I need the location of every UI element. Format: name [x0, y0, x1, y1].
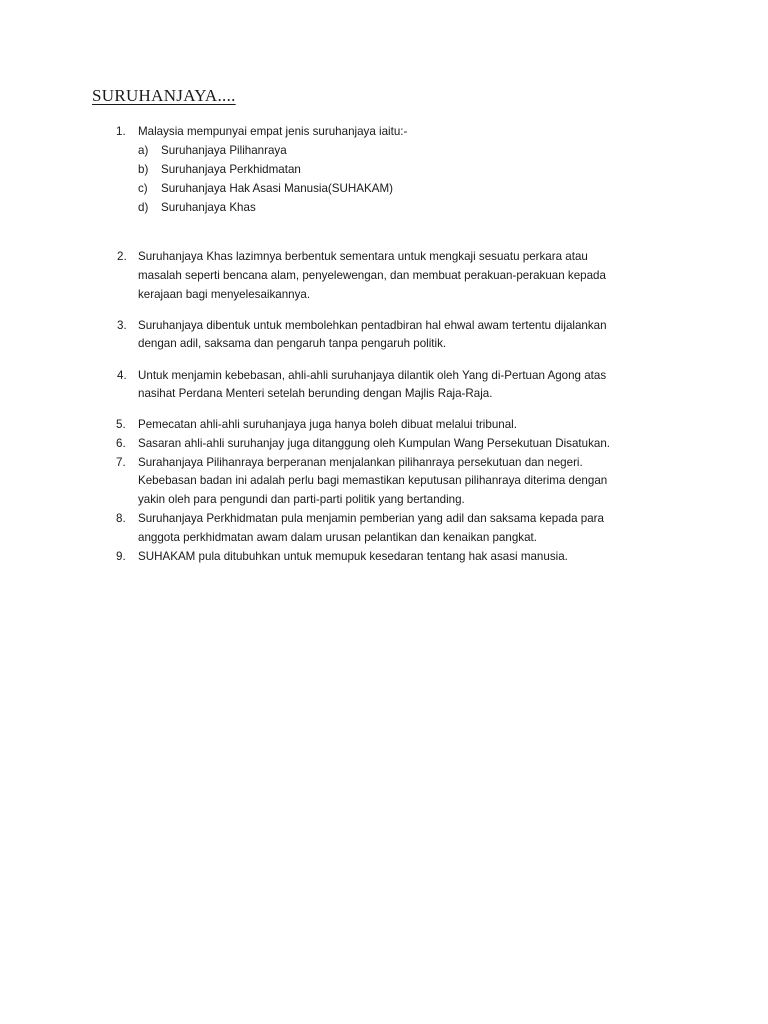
subitem-text: Suruhanjaya Pilihanraya [161, 144, 287, 157]
item-text-line: masalah seperti bencana alam, penyelewengan, dan membuat perakuan-perakuan kepada [138, 269, 606, 282]
item-text-line: Kebebasan badan ini adalah perlu bagi memastikan keputusan pilihanraya diterima dengan [138, 474, 608, 487]
item-text-line: Malaysia mempunyai empat jenis suruhanjaya iaitu:- [138, 125, 408, 138]
item-text-line: Sasaran ahli-ahli suruhanjay juga ditanggung oleh Kumpulan Wang Persekutuan Disatukan. [138, 437, 610, 450]
item-number: 7. [116, 456, 126, 469]
item-text-line: dengan adil, saksama dan pengaruh tanpa pengaruh politik. [138, 337, 447, 350]
item-number: 4. [117, 369, 127, 382]
item-text-line: kerajaan bagi menyelesaikannya. [138, 288, 311, 301]
subitem-letter: d) [138, 201, 149, 214]
item-number: 3. [117, 319, 127, 332]
item-text-line: SUHAKAM pula ditubuhkan untuk memupuk kesedaran tentang hak asasi manusia. [138, 550, 568, 563]
item-text-line: nasihat Perdana Menteri setelah berunding dengan Majlis Raja-Raja. [138, 387, 493, 400]
item-text-line: yakin oleh para pengundi dan parti-parti politik yang bertanding. [138, 493, 465, 506]
item-number: 1. [116, 125, 126, 138]
subitem-letter: a) [138, 144, 149, 157]
page-title: SURUHANJAYA.... [92, 86, 236, 105]
subitem-text: Suruhanjaya Khas [161, 201, 256, 214]
item-text-line: anggota perkhidmatan awam dalam urusan pelantikan dan kenaikan pangkat. [138, 531, 537, 544]
item-text-line: Pemecatan ahli-ahli suruhanjaya juga hanya boleh dibuat melalui tribunal. [138, 418, 517, 431]
item-text-line: Surahanjaya Pilihanraya berperanan menjalankan pilihanraya persekutuan dan negeri. [138, 456, 583, 469]
item-text-line: Untuk menjamin kebebasan, ahli-ahli suruhanjaya dilantik oleh Yang di-Pertuan Agong atas [138, 369, 607, 382]
item-number: 5. [116, 418, 126, 431]
subitem-text: Suruhanjaya Perkhidmatan [161, 163, 301, 176]
item-number: 6. [116, 437, 126, 450]
subitem-letter: c) [138, 182, 148, 195]
item-text-line: Suruhanjaya Perkhidmatan pula menjamin pemberian yang adil dan saksama kepada para [138, 512, 604, 525]
subitem-text: Suruhanjaya Hak Asasi Manusia(SUHAKAM) [161, 182, 393, 195]
item-text-line: Suruhanjaya dibentuk untuk membolehkan pentadbiran hal ehwal awam tertentu dijalankan [138, 319, 607, 332]
item-text-line: Suruhanjaya Khas lazimnya berbentuk sementara untuk mengkaji sesuatu perkara atau [138, 250, 588, 263]
item-number: 2. [117, 250, 127, 263]
item-number: 9. [116, 550, 126, 563]
subitem-letter: b) [138, 163, 149, 176]
item-number: 8. [116, 512, 126, 525]
